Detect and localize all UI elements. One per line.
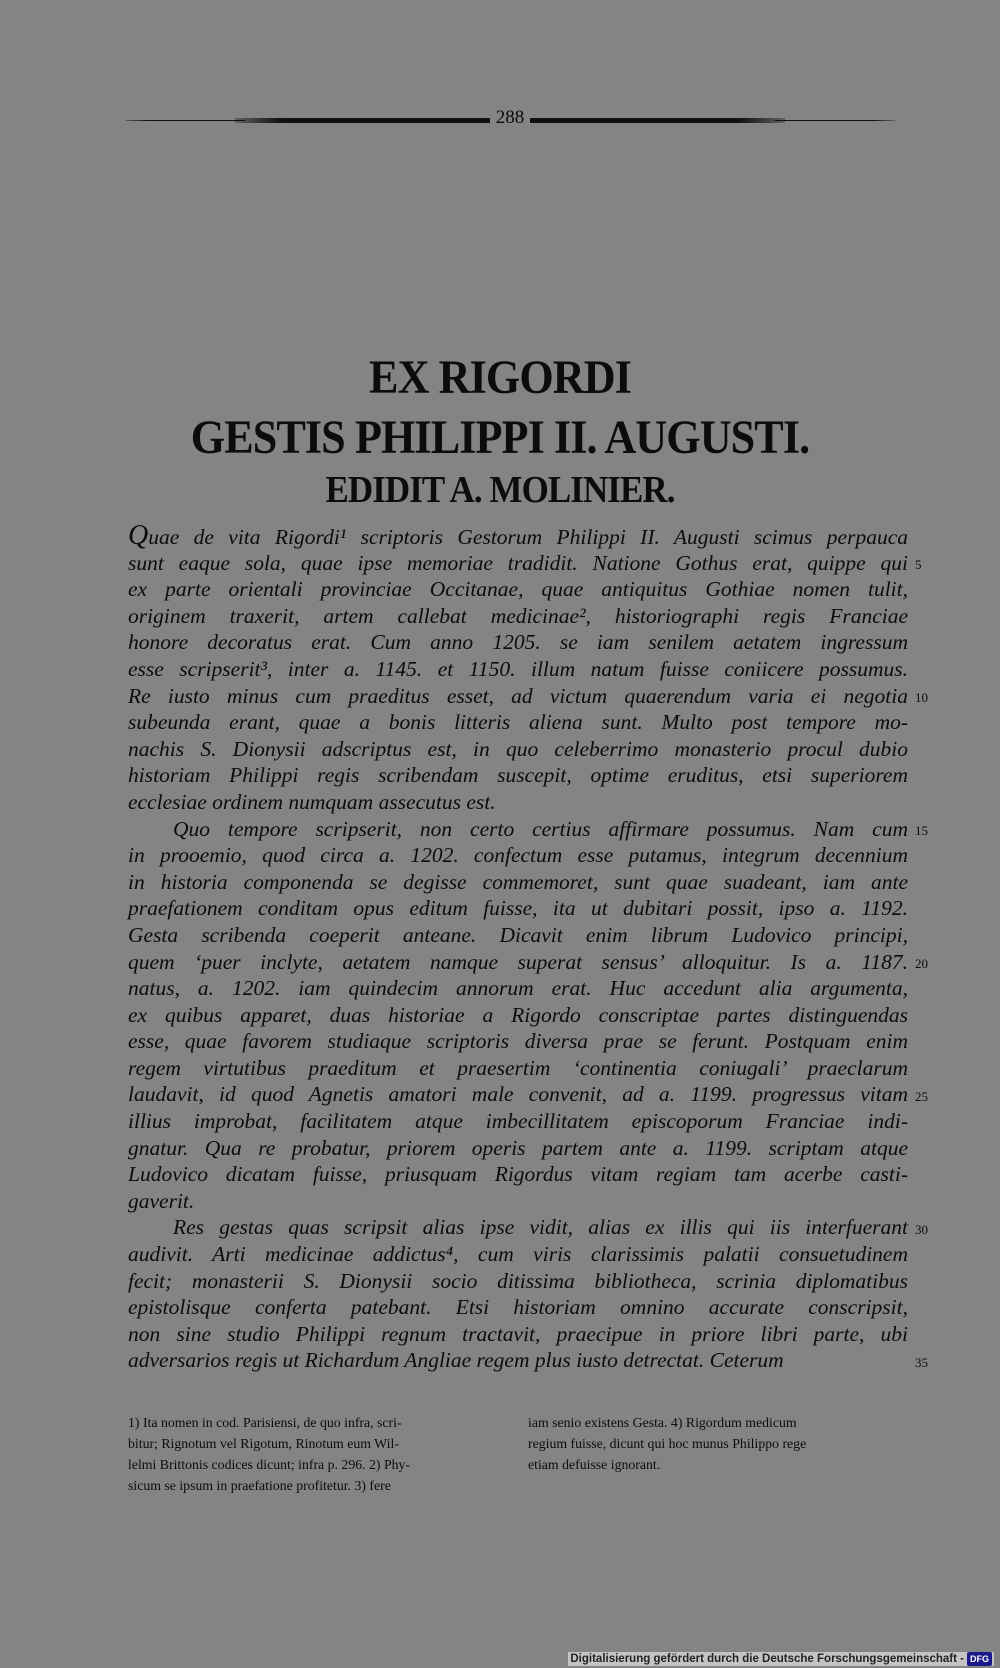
- header-rule-right: [530, 118, 785, 123]
- footnote-line: iam senio existens Gesta. 4) Rigordum medicum: [528, 1415, 797, 1430]
- initial-letter: Q: [128, 520, 149, 551]
- margin-line-number: 35: [915, 1354, 928, 1370]
- footnote-line: regium fuisse, dicunt qui hoc munus Philippo rege: [528, 1436, 807, 1451]
- body-line: Res gestas quas scripsit alias ipse vidit, alias ex illis qui iis interfuerant: [173, 1215, 908, 1240]
- margin-line-number: 20: [915, 955, 928, 971]
- title-editor: EDIDIT A. MOLINIER.: [325, 469, 675, 511]
- credit-text: Digitalisierung gefördert durch die Deutsche Forschungsgemeinschaft -: [570, 1653, 964, 1665]
- body-line: illius improbat, facilitatem atque imbecillitatem episcoporum Franciae indi-: [128, 1109, 908, 1134]
- body-line: Gesta scribenda coeperit anteane. Dicavit enim librum Ludovico principi,: [128, 922, 908, 947]
- body-text: [128, 520, 908, 1374]
- body-line: fecit; monasterii S. Dionysii socio ditissima bibliotheca, scrinia diplomatibus: [128, 1268, 908, 1293]
- body-line: in prooemio, quod circa a. 1202. confectum esse putamus, integrum decennium: [128, 843, 908, 868]
- body-line: audivit. Arti medicinae addictus⁴, cum viris clarissimis palatii consuetudinem: [128, 1242, 908, 1267]
- margin-line-number: 30: [915, 1221, 928, 1237]
- body-line: esse, quae favorem studiaque scriptoris diversa prae se ferunt. Postquam enim: [128, 1029, 908, 1054]
- body-line: adversarios regis ut Richardum Angliae regem plus iusto detrectat. Ceterum: [128, 1348, 784, 1373]
- body-line: subeunda erant, quae a bonis litteris aliena sunt. Multo post tempore mo-: [128, 710, 908, 735]
- body-line: ecclesiae ordinem numquam assecutus est.: [128, 789, 496, 814]
- header-rule-left-thin: [125, 120, 245, 121]
- body-line: ex parte orientali provinciae Occitanae, quae antiquitus Gothiae nomen tulit,: [128, 577, 908, 602]
- body-line: ex quibus apparet, duas historiae a Rigordo conscriptae partes distinguendas: [128, 1002, 908, 1027]
- body-line: quem ‘puer inclyte, aetatem namque superat sensus’ alloquitur. Is a. 1187.: [128, 949, 908, 974]
- header-rule-left: [235, 118, 490, 123]
- margin-line-number: 10: [915, 689, 928, 705]
- body-line: non sine studio Philippi regnum tractavit, praecipue in priore libri parte, ubi: [128, 1321, 908, 1346]
- footnotes-column-2: [528, 1412, 928, 1475]
- body-line: regem virtutibus praeditum et praesertim ‘continentia coniugali’ praeclarum: [128, 1055, 908, 1080]
- page-header: [125, 106, 895, 134]
- dfg-logo: DFG: [967, 1652, 992, 1666]
- body-line-text: uae de vita Rigordi¹ scriptoris Gestorum Philippi II. Augusti scimus perpauca: [148, 525, 908, 549]
- header-rule-right-thin: [775, 120, 895, 121]
- body-line: Quo tempore scripserit, non certo certius affirmare possumus. Nam cum: [173, 816, 908, 841]
- body-line: epistolisque conferta patebant. Etsi historiam omnino accurate conscripsit,: [128, 1295, 908, 1320]
- margin-line-number: 5: [915, 556, 922, 572]
- footnote-line: 1) Ita nomen in cod. Parisiensi, de quo infra, scri-: [128, 1415, 402, 1430]
- body-line: sunt eaque sola, quae ipse memoriae tradidit. Natione Gothus erat, quippe qui: [128, 550, 908, 575]
- body-line: historiam Philippi regis scribendam suscepit, optime eruditus, etsi superiorem: [128, 763, 908, 788]
- footnotes-column-1: [128, 1412, 508, 1496]
- margin-line-number: 15: [915, 822, 928, 838]
- footnote-line: bitur; Rignotum vel Rigotum, Rinotum eum Wil-: [128, 1436, 399, 1451]
- body-line: laudavit, id quod Agnetis amatori male convenit, ad a. 1199. progressus vitam: [128, 1082, 908, 1107]
- body-line: Re iusto minus cum praeditus esset, ad victum quaerendum varia ei negotia: [128, 683, 908, 708]
- title-line-2: GESTIS PHILIPPI II. AUGUSTI.: [190, 411, 810, 464]
- body-line: originem traxerit, artem callebat medicinae², historiographi regis Franciae: [128, 603, 908, 628]
- body-line: in historia componenda se degisse commemoret, sunt quae suadeant, iam ante: [128, 869, 908, 894]
- margin-line-number: 25: [915, 1088, 928, 1104]
- body-line: [128, 520, 908, 551]
- body-line: praefationem conditam opus editum fuisse, ita ut dubitari possit, ipso a. 1192.: [128, 896, 908, 921]
- body-line: gaverit.: [128, 1188, 195, 1213]
- body-line: gnatur. Qua re probatur, priorem operis partem ante a. 1199. scriptam atque: [128, 1135, 908, 1160]
- footnote-line: sicum se ipsum in praefatione profitetur. 3) fere: [128, 1478, 391, 1493]
- footnote-line: etiam defuisse ignorant.: [528, 1457, 661, 1472]
- body-line: Ludovico dicatam fuisse, priusquam Rigordus vitam regiam tam acerbe casti-: [128, 1162, 908, 1187]
- digitization-credit: [568, 1652, 994, 1666]
- body-line: honore decoratus erat. Cum anno 1205. se iam senilem aetatem ingressum: [128, 630, 908, 655]
- page-number: 288: [495, 107, 525, 128]
- body-line: nachis S. Dionysii adscriptus est, in quo celeberrimo monasterio procul dubio: [128, 736, 908, 761]
- body-line: esse scripserit³, inter a. 1145. et 1150. illum natum fuisse coniicere possumus.: [128, 656, 908, 681]
- title-line-1: EX RIGORDI: [369, 351, 631, 404]
- body-line: natus, a. 1202. iam quindecim annorum erat. Huc accedunt alia argumenta,: [128, 976, 908, 1001]
- footnote-line: lelmi Brittonis codices dicunt; infra p. 296. 2) Phy-: [128, 1457, 411, 1472]
